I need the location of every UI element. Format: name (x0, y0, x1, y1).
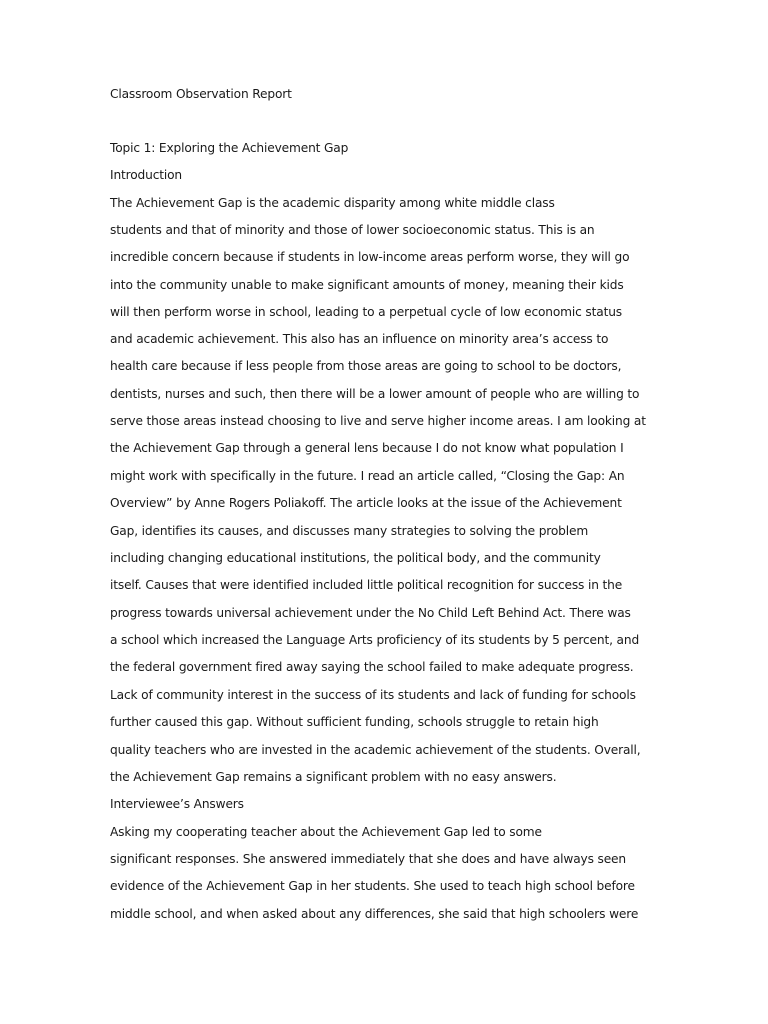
paragraph-line: might work with specifically in the future. I read an article called, “Closing the Gap: An (110, 469, 625, 483)
paragraph-line: further caused this gap. Without sufficient funding, schools struggle to retain high (110, 715, 599, 729)
introduction-heading: Introduction (110, 168, 183, 182)
paragraph-line: itself. Causes that were identified included little political recognition for success in the (110, 578, 623, 592)
paragraph-line: into the community unable to make significant amounts of money, meaning their kids (110, 278, 624, 292)
paragraph-line: including changing educational institutions, the political body, and the community (110, 551, 601, 565)
paragraph-line: The Achievement Gap is the academic disparity among white middle class (110, 196, 555, 210)
paragraph-line: evidence of the Achievement Gap in her students. She used to teach high school before (110, 879, 635, 893)
topic-heading: Topic 1: Exploring the Achievement Gap (110, 141, 349, 155)
paragraph-line: a school which increased the Language Arts proficiency of its students by 5 percent, and (110, 633, 640, 647)
paragraph-line: serve those areas instead choosing to live and serve higher income areas. I am looking at (110, 414, 646, 428)
interviewee-heading: Interviewee’s Answers (110, 797, 244, 811)
document-title: Classroom Observation Report (110, 87, 292, 101)
paragraph-line: quality teachers who are invested in the academic achievement of the students. Overall, (110, 743, 641, 757)
paragraph-line: progress towards universal achievement under the No Child Left Behind Act. There was (110, 606, 631, 620)
paragraph-line: the Achievement Gap remains a significant problem with no easy answers. (110, 770, 557, 784)
paragraph-line: Lack of community interest in the success of its students and lack of funding for schools (110, 688, 636, 702)
paragraph-line: significant responses. She answered immediately that she does and have always seen (110, 852, 626, 866)
paragraph-line: and academic achievement. This also has an influence on minority area’s access to (110, 332, 609, 346)
paragraph-line: students and that of minority and those of lower socioeconomic status. This is an (110, 223, 595, 237)
paragraph-line: dentists, nurses and such, then there will be a lower amount of people who are willing to (110, 387, 640, 401)
paragraph-line: health care because if less people from those areas are going to school to be doctors, (110, 359, 622, 373)
paragraph-line: Overview” by Anne Rogers Poliakoff. The article looks at the issue of the Achievement (110, 496, 622, 510)
paragraph-line: middle school, and when asked about any differences, she said that high schoolers were (110, 907, 639, 921)
paragraph-line: the Achievement Gap through a general lens because I do not know what population I (110, 441, 624, 455)
paragraph-line: Gap, identifies its causes, and discusses many strategies to solving the problem (110, 524, 589, 538)
paragraph-line: incredible concern because if students in low-income areas perform worse, they will go (110, 250, 630, 264)
paragraph-line: will then perform worse in school, leading to a perpetual cycle of low economic status (110, 305, 622, 319)
paragraph-line: Asking my cooperating teacher about the Achievement Gap led to some (110, 825, 542, 839)
paragraph-line: the federal government fired away saying the school failed to make adequate progress. (110, 660, 634, 674)
